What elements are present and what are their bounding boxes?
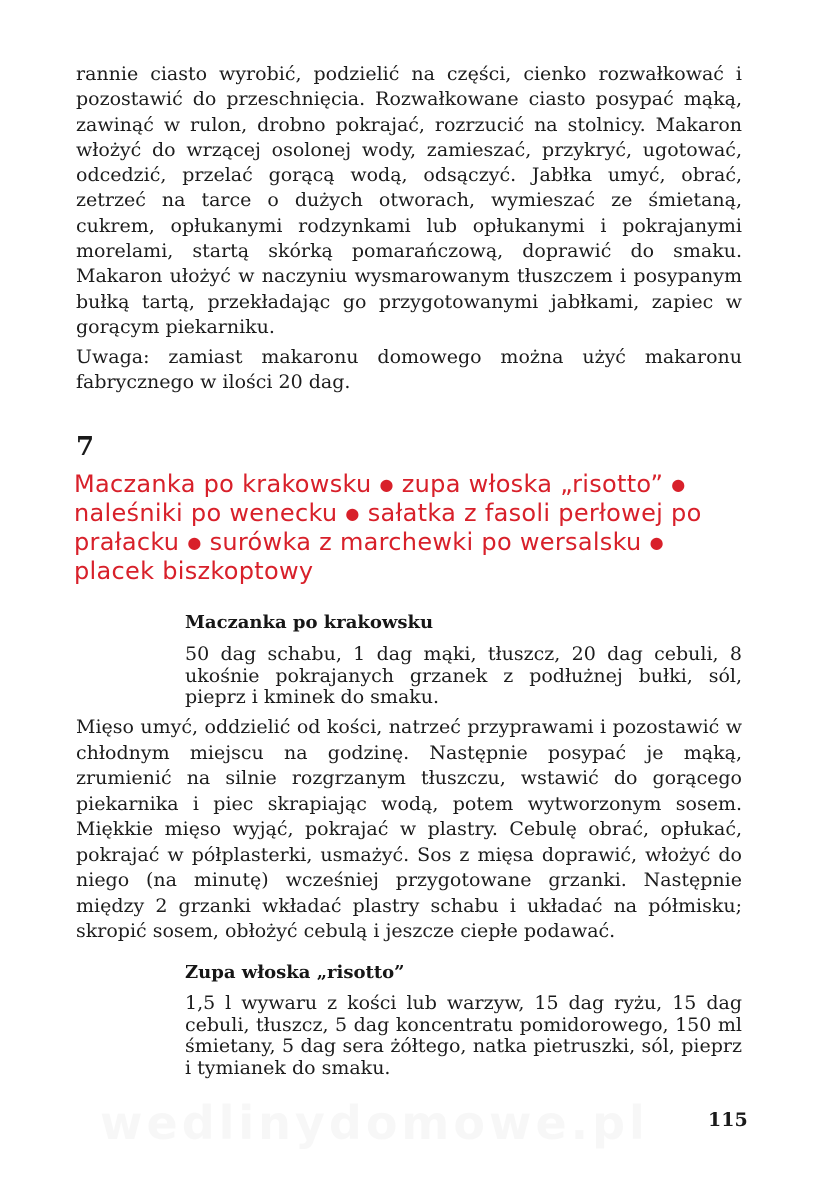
chapter-dish: surówka z marchewki po wersalsku bbox=[209, 528, 642, 556]
chapter-title bbox=[74, 470, 750, 585]
recipe-title: Maczanka po krakowsku bbox=[185, 612, 434, 633]
bullet-icon: ● bbox=[649, 533, 664, 552]
chapter-dish: placek biszkoptowy bbox=[74, 557, 314, 585]
recipe-title: Zupa włoska „risotto” bbox=[185, 962, 405, 983]
chapter-title-line bbox=[74, 470, 750, 499]
chapter-dish: Maczanka po krakowsku bbox=[74, 470, 372, 498]
chapter-title-line bbox=[74, 557, 750, 585]
recipe-method: Mięso umyć, oddzielić od kości, natrzeć przyprawami i pozostawić w chłodnym miejscu na godzinę. Następnie posypać je mąką, zrumienić na silnie rozgrzanym tłuszczu, wstawić do gorącego piekarnika i piec skrapiając wodą, potem wytworzonym sosem. Miękkie mięso wyjąć, pokrajać w plastry. Cebulę obrać, opłukać, pokrajać w półplasterki, usmażyć. Sos z mięsa doprawić, włożyć do niego (na minutę) wcześniej przygotowane grzanki. Następnie między 2 grzanki wkładać plastry schabu i układać na półmisku; skropić sosem, obłożyć cebulą i jeszcze ciepłe podawać. bbox=[76, 716, 742, 942]
watermark: wedlinydomowe.pl bbox=[100, 1096, 649, 1150]
recipe-ingredients: 1,5 l wywaru z kości lub warzyw, 15 dag ryżu, 15 dag cebuli, tłuszcz, 5 dag koncentratu pomidorowego, 150 ml śmietany, 5 dag sera żółtego, natka pietruszki, sól, pieprz i tymianek do smaku. bbox=[185, 992, 742, 1079]
bullet-icon: ● bbox=[345, 504, 360, 523]
chapter-title-line bbox=[74, 528, 750, 557]
intro-paragraph: rannie ciasto wyrobić, podzielić na części, cienko rozwałkować i pozostawić do przeschnięcia. Rozwałkowane ciasto posypać mąką, zawinąć w rulon, drobno pokrajać, rozrzucić na stolnicy. Makaron włożyć do wrzącej osolonej wody, zamieszać, przykryć, ugotować, odcedzić, przelać gorącą wodą, odsączyć. Jabłka umyć, obrać, zetrzeć na tarce o dużych otworach, wymieszać ze śmietaną, cukrem, opłukanymi rodzynkami lub opłukanymi i pokrajanymi morelami, startą skórką pomarańczową, doprawić do smaku. Makaron ułożyć w naczyniu wysmarowanym tłuszczem i posypanym bułką tartą, przekładając go przygotowanymi jabłkami, zapiec w gorącym piekarniku. bbox=[76, 63, 742, 338]
bullet-icon: ● bbox=[187, 533, 202, 552]
chapter-dish: prałacku bbox=[74, 528, 180, 556]
recipe-ingredients: 50 dag schabu, 1 dag mąki, tłuszcz, 20 dag cebuli, 8 ukośnie pokrajanych grzanek z podłużnej bułki, sól, pieprz i kminek do smaku. bbox=[185, 643, 742, 708]
page-number: 115 bbox=[708, 1109, 748, 1131]
intro-note: Uwaga: zamiast makaronu domowego można użyć makaronu fabrycznego w ilości 20 dag. bbox=[76, 346, 742, 394]
bullet-icon: ● bbox=[671, 475, 686, 494]
chapter-title-line bbox=[74, 499, 750, 528]
chapter-dish: sałatka z fasoli perłowej po bbox=[367, 499, 702, 527]
chapter-dish: zupa włoska „risotto” bbox=[401, 470, 664, 498]
chapter-number: 7 bbox=[76, 432, 95, 462]
bullet-icon: ● bbox=[379, 475, 394, 494]
chapter-dish: naleśniki po wenecku bbox=[74, 499, 338, 527]
